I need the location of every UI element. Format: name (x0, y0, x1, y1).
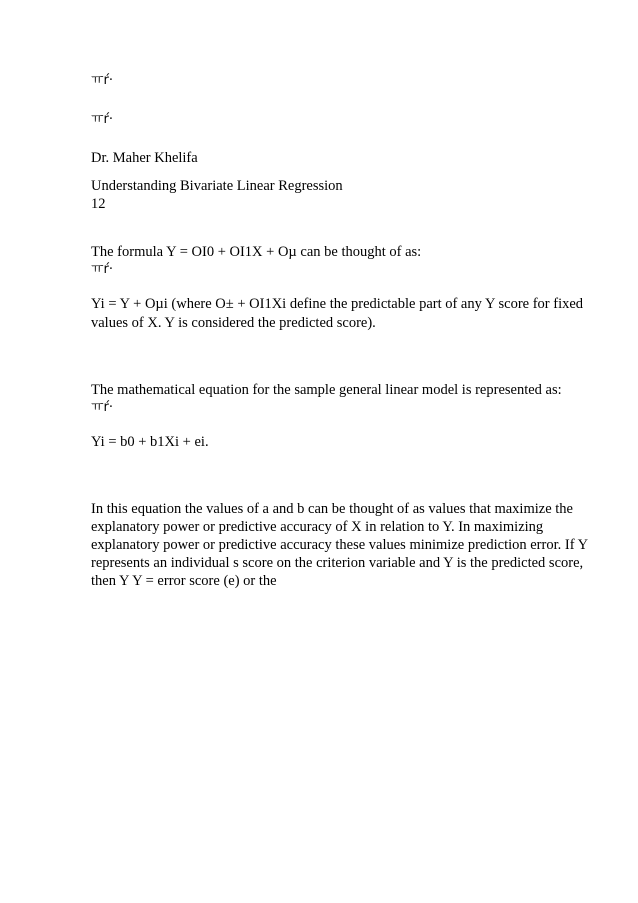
glyph-marker-4: ㅠŕ· (91, 400, 114, 415)
glyph-marker-1: ㅠŕ· (91, 73, 114, 88)
document-title: Understanding Bivariate Linear Regression (91, 178, 343, 194)
paragraph-line-5: then Y Y = error score (e) or the (91, 573, 277, 589)
predicted-score-line-1: Yi = Y + Oµi (where O± + OI1Xi define the predictable part of any Y score for fixed (91, 296, 584, 312)
paragraph-line-3: explanatory power or predictive accuracy these values minimize prediction error. If Y (91, 537, 589, 553)
page-number: 12 (91, 196, 106, 212)
sample-model-intro: The mathematical equation for the sample general linear model is represented as: (91, 382, 562, 398)
glyph-marker-2: ㅠŕ· (91, 112, 114, 127)
paragraph-line-4: represents an individual s score on the criterion variable and Y is the predicted score, (91, 555, 584, 571)
glyph-marker-3: ㅠŕ· (91, 262, 114, 277)
predicted-score-line-2: values of X. Y is considered the predicted score). (91, 315, 376, 331)
author-name: Dr. Maher Khelifa (91, 150, 198, 166)
paragraph-line-2: explanatory power or predictive accuracy of X in relation to Y. In maximizing (91, 519, 544, 535)
sample-equation: Yi = b0 + b1Xi + ei. (91, 434, 209, 450)
formula-intro: The formula Y = OI0 + OI1X + Oµ can be thought of as: (91, 244, 422, 260)
paragraph-line-1: In this equation the values of a and b can be thought of as values that maximize the (91, 501, 573, 517)
